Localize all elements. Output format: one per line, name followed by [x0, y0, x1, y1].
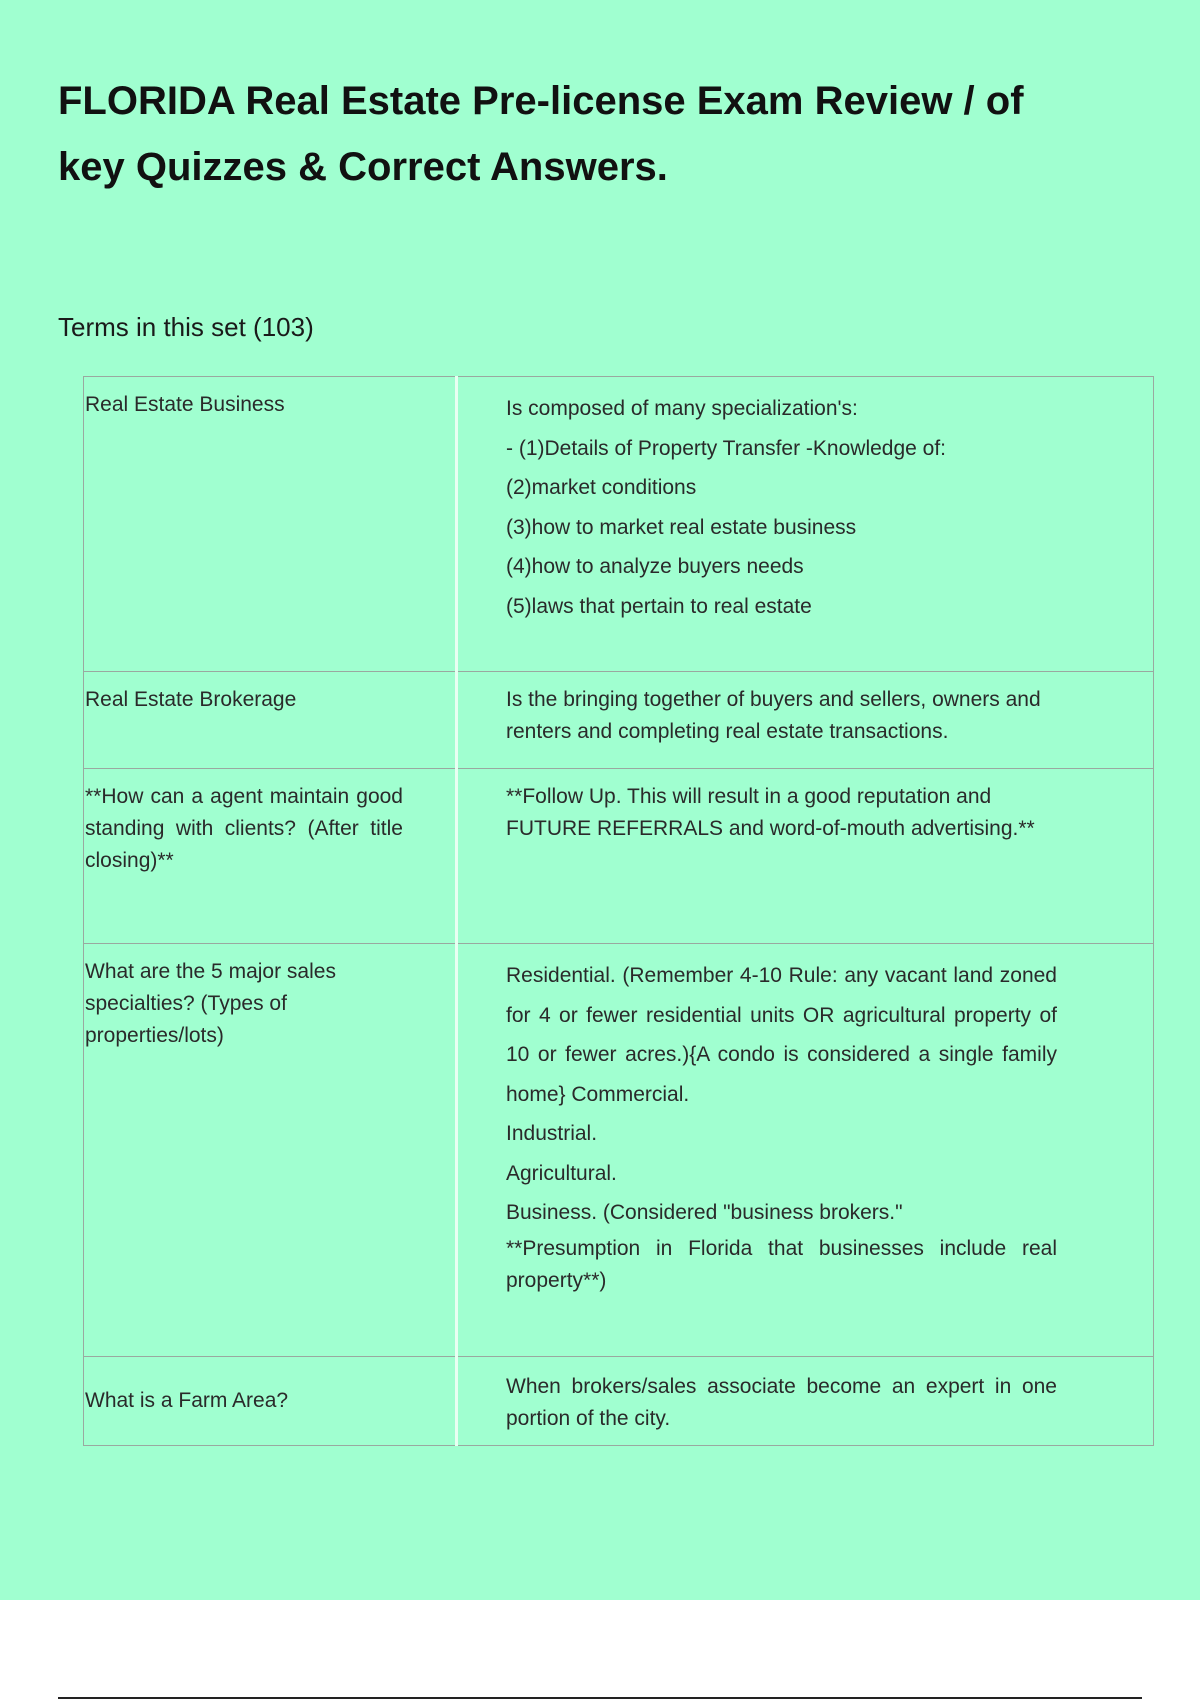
definition-cell [457, 1357, 1154, 1446]
definition-line: (3)how to market real estate business [506, 515, 857, 539]
definition-line: - (1)Details of Property Transfer -Knowledge of: [506, 436, 947, 460]
definition-line: Industrial. [506, 1122, 598, 1145]
definition-line: Is composed of many specialization's: [506, 397, 858, 420]
definition-line: Agricultural. [506, 1161, 617, 1185]
terms-table [83, 376, 1154, 1446]
term-cell: What is a Farm Area? [84, 1357, 457, 1446]
table-row [84, 769, 1154, 944]
table-row [84, 672, 1154, 769]
table-row [84, 1357, 1154, 1446]
term-cell: **How can a agent maintain good standing with clients? (After title closing)** [84, 769, 457, 944]
term-cell: What are the 5 major sales specialties? (Types of properties/lots) [84, 944, 457, 1357]
definition-line: Business. (Considered "business brokers." [506, 1201, 903, 1224]
definition-line: When brokers/sales associate become an expert in one portion of the city. [506, 1375, 1057, 1430]
terms-count-label: Terms in this set (103) [58, 312, 314, 342]
definition-cell [457, 377, 1154, 672]
footer-divider [58, 1697, 1142, 1699]
table-row [84, 944, 1154, 1357]
definition-cell [457, 944, 1154, 1357]
term-cell: Real Estate Brokerage [84, 672, 457, 769]
definition-line: Residential. (Remember 4-10 Rule: any vacant land zoned for 4 or fewer residential units OR agricultural property of 10 or fewer acres.){A condo is considered a single family home} Commercial. [506, 964, 1057, 1106]
definition-line: (5)laws that pertain to real estate [506, 594, 812, 618]
term-cell: Real Estate Business [84, 377, 457, 672]
definition-cell [457, 672, 1154, 769]
definition-line: (4)how to analyze buyers needs [506, 555, 804, 578]
table-row [84, 377, 1154, 672]
definition-cell [457, 769, 1154, 944]
definition-line: **Follow Up. This will result in a good reputation and FUTURE REFERRALS and word-of-mouth advertising.** [506, 785, 1035, 840]
definition-line: Is the bringing together of buyers and sellers, owners and renters and completing real estate transactions. [506, 688, 1041, 743]
definition-line: **Presumption in Florida that businesses include real property**) [506, 1236, 1057, 1292]
definition-line: (2)market conditions [506, 476, 697, 499]
page-title: FLORIDA Real Estate Pre-license Exam Review / of key Quizzes & Correct Answers. [58, 79, 1024, 189]
